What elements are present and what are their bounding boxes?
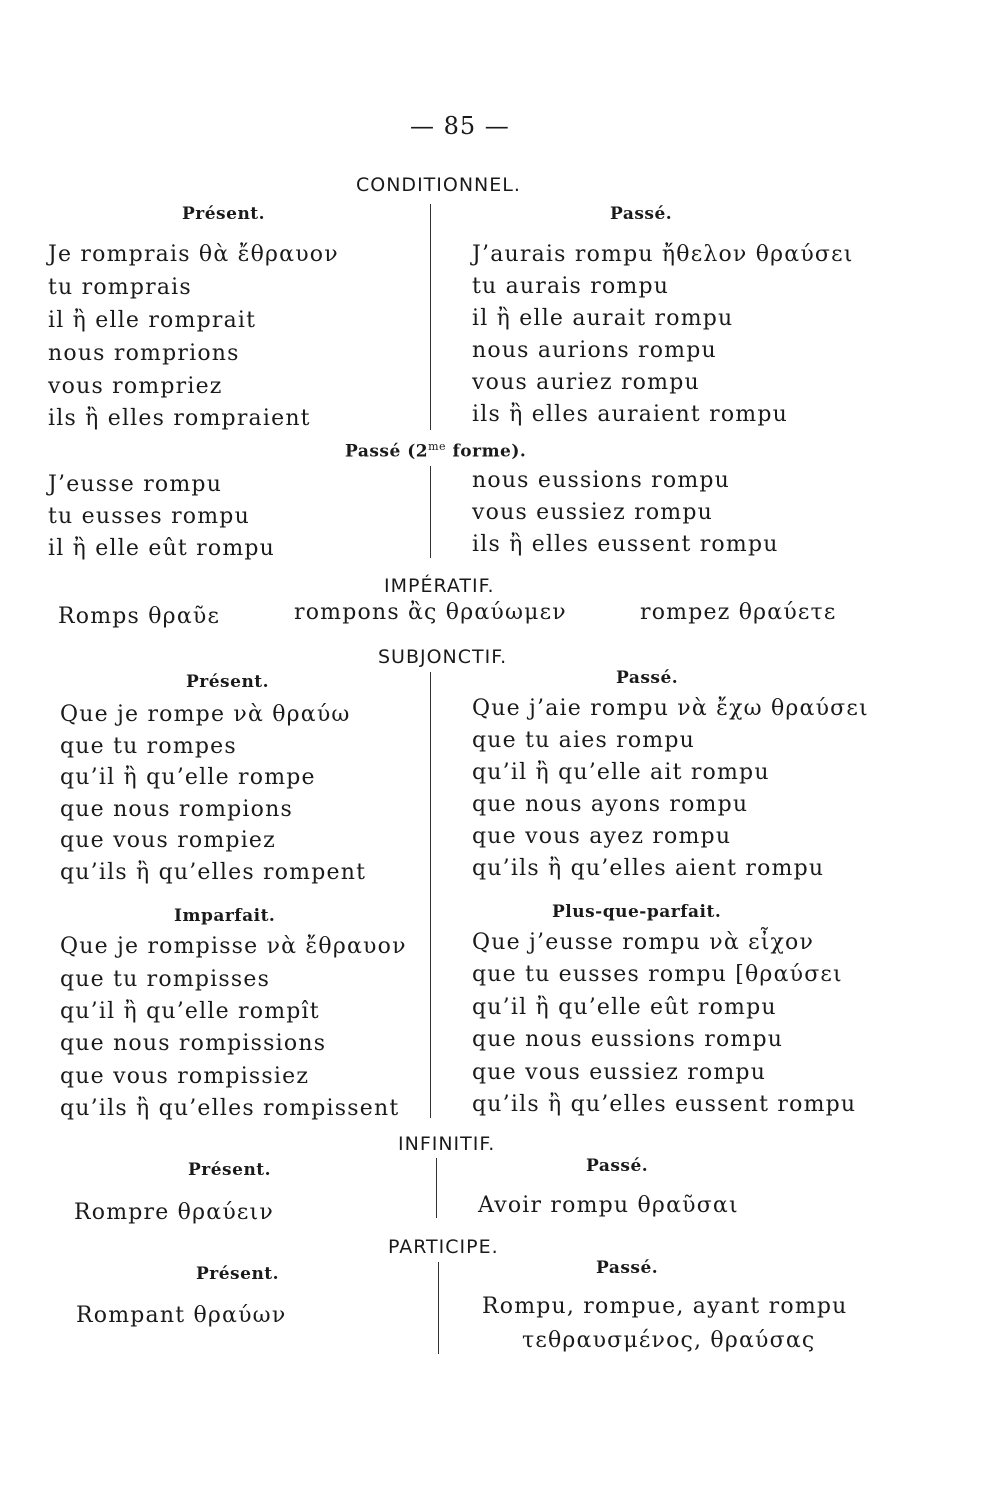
subjonctif-present-line: que vous rompiez bbox=[60, 828, 276, 853]
conditionnel-present-line: il ἢ elle romprait bbox=[48, 308, 257, 333]
subjonctif-passe-line: qu’il ἢ qu’elle ait rompu bbox=[472, 760, 770, 785]
subjonctif-present-heading: Présent. bbox=[186, 672, 270, 692]
subjonctif-plus-que-parfait-line: qu’il ἢ qu’elle eût rompu bbox=[472, 995, 777, 1020]
imperatif-item: rompons ἂς θραύωμεν bbox=[294, 600, 567, 625]
subjonctif-plus-que-parfait-line: qu’ils ἢ qu’elles eussent rompu bbox=[472, 1092, 857, 1117]
infinitif-present: Rompre θραύειν bbox=[74, 1200, 274, 1225]
imperatif-item: rompez θραύετε bbox=[640, 600, 837, 625]
subjonctif-imparfait-line: qu’il ἢ qu’elle rompît bbox=[60, 999, 320, 1024]
subjonctif-imparfait-heading: Imparfait. bbox=[174, 906, 276, 926]
passe-deuxieme-forme-heading: Passé ($2^{me}$ forme). bbox=[345, 440, 527, 462]
subjonctif-imparfait-line: qu’ils ἢ qu’elles rompissent bbox=[60, 1096, 400, 1121]
subjonctif-present-line: qu’il ἢ qu’elle rompe bbox=[60, 765, 316, 790]
column-divider bbox=[436, 1158, 437, 1218]
subjonctif-plus-que-parfait-line: que vous eussiez rompu bbox=[472, 1060, 767, 1085]
conditionnel-passe-line: vous auriez rompu bbox=[472, 370, 700, 395]
subjonctif-plus-que-parfait-line: que nous eussions rompu bbox=[472, 1027, 784, 1052]
subjonctif-passe-line: que nous ayons rompu bbox=[472, 792, 749, 817]
participe-present: Rompant θραύων bbox=[76, 1303, 287, 1328]
conditionnel-present-line: tu romprais bbox=[48, 275, 192, 300]
conditionnel-passe-line: tu aurais rompu bbox=[472, 274, 670, 299]
infinitif-passe-heading: Passé. bbox=[586, 1156, 649, 1176]
column-divider bbox=[430, 204, 431, 430]
passe2-left-line: il ἢ elle eût rompu bbox=[48, 536, 276, 561]
infinitif-present-heading: Présent. bbox=[188, 1160, 272, 1180]
conditionnel-present-line: vous rompriez bbox=[48, 374, 223, 399]
subjonctif-imparfait-line: que vous rompissiez bbox=[60, 1064, 310, 1089]
conditionnel-present-line: nous romprions bbox=[48, 341, 240, 366]
passe2-right-line: vous eussiez rompu bbox=[472, 500, 714, 525]
subjonctif-present-line: Que je rompe νὰ θραύω bbox=[60, 702, 351, 727]
section-title-participe: PARTICIPE. bbox=[388, 1236, 499, 1258]
conditionnel-passe-heading: Passé. bbox=[610, 204, 673, 224]
page-number: — 85 — bbox=[410, 112, 510, 140]
participe-passe-line1: Rompu, rompue, ayant rompu bbox=[482, 1294, 848, 1319]
subjonctif-imparfait-line: Que je rompisse νὰ ἔθραυον bbox=[60, 934, 407, 959]
subjonctif-plus-que-parfait-heading: Plus-que-parfait. bbox=[552, 902, 722, 922]
passe2-right-line: nous eussions rompu bbox=[472, 468, 731, 493]
column-divider bbox=[430, 672, 431, 1118]
column-divider bbox=[430, 466, 431, 558]
subjonctif-passe-line: qu’ils ἢ qu’elles aient rompu bbox=[472, 856, 825, 881]
subjonctif-present-line: que nous rompions bbox=[60, 797, 293, 822]
conditionnel-passe-line: nous aurions rompu bbox=[472, 338, 717, 363]
subjonctif-passe-line: que tu aies rompu bbox=[472, 728, 695, 753]
participe-present-heading: Présent. bbox=[196, 1264, 280, 1284]
subjonctif-plus-que-parfait-line: que tu eusses rompu [θραύσει bbox=[472, 962, 843, 987]
conditionnel-present-line: ils ἢ elles rompraient bbox=[48, 406, 311, 431]
subjonctif-present-line: qu’ils ἢ qu’elles rompent bbox=[60, 860, 367, 885]
column-divider bbox=[438, 1262, 439, 1354]
subjonctif-imparfait-line: que nous rompissions bbox=[60, 1031, 327, 1056]
passe2-left-line: tu eusses rompu bbox=[48, 504, 250, 529]
subjonctif-plus-que-parfait-line: Que j’eusse rompu νὰ εἶχον bbox=[472, 930, 815, 955]
subjonctif-passe-line: Que j’aie rompu νὰ ἔχω θραύσει bbox=[472, 696, 869, 721]
imperatif-item: Romps θραῦε bbox=[58, 604, 221, 629]
section-title-conditionnel: CONDITIONNEL. bbox=[356, 174, 521, 196]
conditionnel-passe-line: il ἢ elle aurait rompu bbox=[472, 306, 734, 331]
subjonctif-passe-heading: Passé. bbox=[616, 668, 679, 688]
conditionnel-passe-line: J’aurais rompu ἤθελον θραύσει bbox=[472, 242, 854, 267]
section-title-imperatif: IMPÉRATIF. bbox=[384, 575, 495, 597]
participe-passe-line2: τεθραυσμένος, θραύσας bbox=[522, 1328, 816, 1353]
subjonctif-passe-line: que vous ayez rompu bbox=[472, 824, 732, 849]
participe-passe-heading: Passé. bbox=[596, 1258, 659, 1278]
conditionnel-present-line: Je romprais θὰ ἔθραυον bbox=[48, 242, 339, 267]
conditionnel-passe-line: ils ἢ elles auraient rompu bbox=[472, 402, 788, 427]
subjonctif-imparfait-line: que tu rompisses bbox=[60, 967, 271, 992]
infinitif-passe: Avoir rompu θραῦσαι bbox=[478, 1193, 739, 1218]
passe2-right-line: ils ἢ elles eussent rompu bbox=[472, 532, 779, 557]
subjonctif-present-line: que tu rompes bbox=[60, 734, 237, 759]
conditionnel-present-heading: Présent. bbox=[182, 204, 266, 224]
passe2-left-line: J’eusse rompu bbox=[48, 472, 223, 497]
section-title-infinitif: INFINITIF. bbox=[398, 1133, 496, 1155]
section-title-subjonctif: SUBJONCTIF. bbox=[378, 646, 508, 668]
